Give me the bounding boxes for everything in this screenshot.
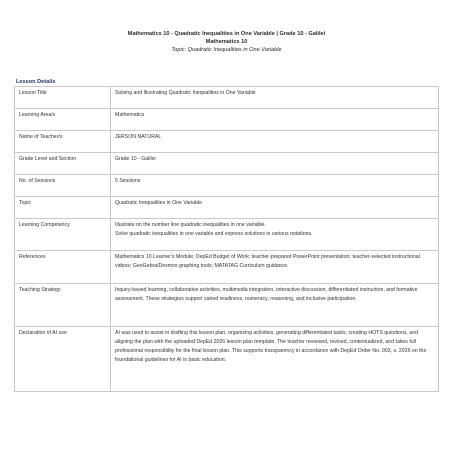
table-row — [15, 109, 439, 131]
table-row — [15, 87, 439, 109]
table-row — [15, 197, 439, 219]
table-row — [15, 327, 439, 392]
table-row — [15, 284, 439, 327]
row-value: Grade 10 - Galilei — [111, 153, 439, 175]
table-row — [15, 175, 439, 197]
row-value: JERSON NATURAL — [111, 131, 439, 153]
table-row — [15, 153, 439, 175]
row-label: Grade Level and Section — [15, 153, 111, 175]
row-label: Lesson Title — [15, 87, 111, 109]
lesson-details-table — [14, 86, 439, 392]
row-value: Solving and Illustrating Quadratic Inequalities in One Variable — [111, 87, 439, 109]
row-value: Inquiry-based learning, collaborative activities, multimedia integration, interactive discussion, differentiated instruction, and formative assessment. These strategies support varied readiness, numeracy, reasoning, and inclusive participation. — [111, 284, 439, 327]
competency-item: Illustrate on the number line quadratic inequalities in one variable. — [115, 222, 266, 228]
section-title-lesson-details: Lesson Details — [16, 79, 56, 85]
table-row — [15, 131, 439, 153]
subject-title: Mathematics 10 — [205, 39, 248, 45]
row-label: Declaration of AI use — [15, 327, 111, 392]
table-row — [15, 251, 439, 284]
document-title: Mathematics 10 - Quadratic Inequalities in One Variable | Grade 10 - Galilei — [127, 31, 326, 37]
competency-item: Solve quadratic inequalities in one variable and express solutions in various notations. — [115, 231, 313, 237]
topic-subtitle: Topic: Quadratic Inequalities in One Variable — [171, 47, 282, 53]
row-label: No. of Sessions — [15, 175, 111, 197]
row-label: Topic — [15, 197, 111, 219]
table-row — [15, 219, 439, 251]
row-label: Learning Area/s — [15, 109, 111, 131]
row-value: Mathematics 10 Learner's Module; DepEd Budget of Work; teacher-prepared PowerPoint presentation; teacher-selected instructional videos; GeoGebra/Desmos graphing tools; MATATAG Curriculum guidance. — [111, 251, 439, 284]
row-value: Mathematics — [111, 109, 439, 131]
row-value: Quadratic Inequalities in One Variable — [111, 197, 439, 219]
row-label: Learning Competency — [15, 219, 111, 251]
row-value: 5 Sessions — [111, 175, 439, 197]
row-value — [111, 219, 439, 251]
row-label: References — [15, 251, 111, 284]
row-label: Teaching Strategy — [15, 284, 111, 327]
row-value: AI was used to assist in drafting this lesson plan, organizing activities, generating differentiated tasks, creating HOTS questions, and aligning the plan with the uploaded DepEd 2026 lesson plan template. The teacher reviewed, revised, contextualized, and takes full professional responsibility for the final lesson plan. This supports transparency in accordance with DepEd Order No. 003, s. 2026 on the foundational guidelines for AI in basic education. — [111, 327, 439, 392]
row-label: Name of Teacher/s — [15, 131, 111, 153]
